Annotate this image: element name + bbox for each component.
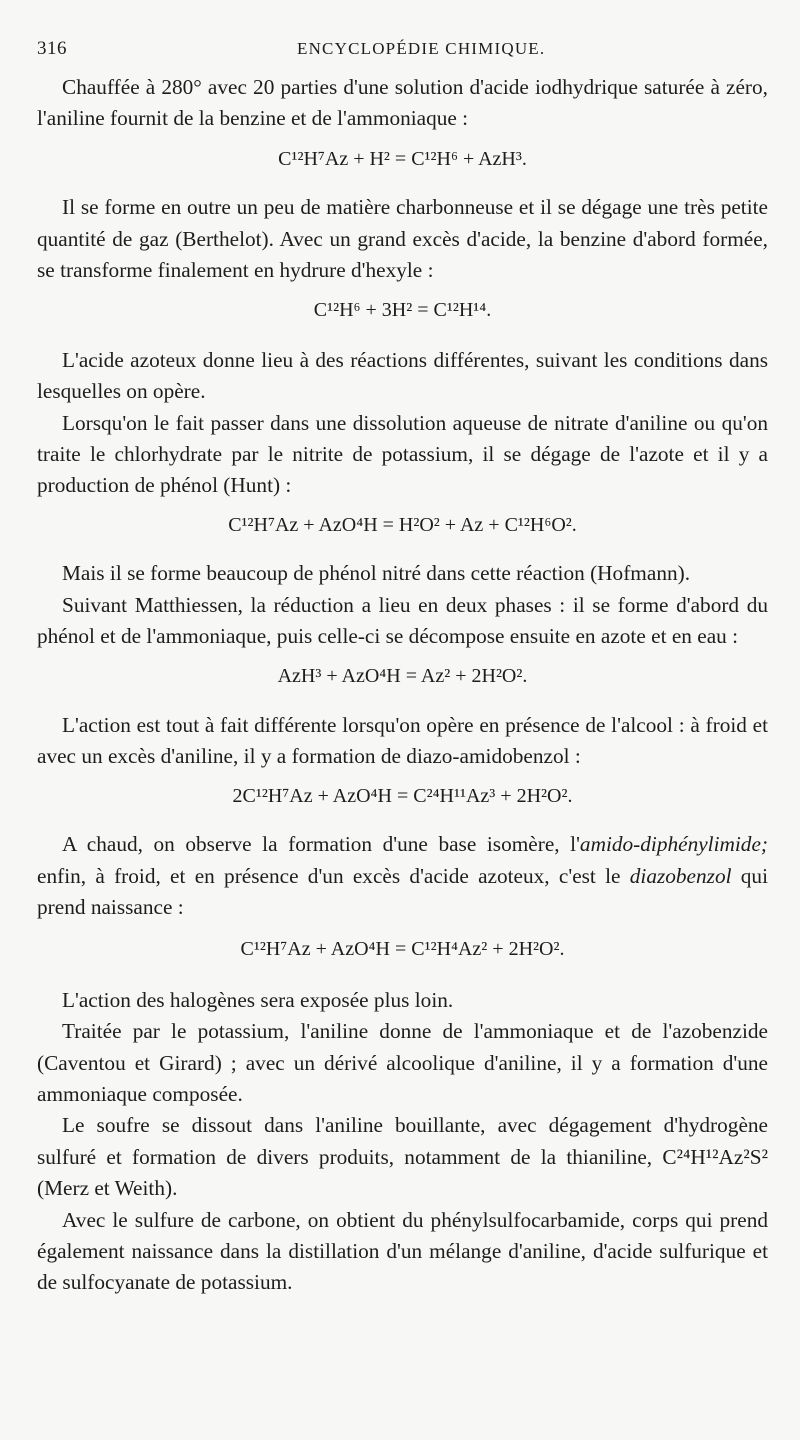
paragraph-7: L'action est tout à fait différente lorsqu'on opère en présence de l'alcool : à froid et avec un excès d'aniline, il y a formation de diazo-amidobenzol :	[37, 712, 768, 769]
formula-2: C¹²H⁶ + 3H² = C¹²H¹⁴.	[313, 299, 492, 322]
paragraph-11: Le soufre se dissout dans l'aniline bouillante, avec dégagement d'hydrogène sulfuré et formation de divers produits, notamment de la thianiline, C²⁴H¹²Az²S² (Merz et Weith).	[37, 1113, 768, 1201]
paragraph-9: L'action des halogènes sera exposée plus loin.	[62, 987, 454, 1012]
formula-1: C¹²H⁷Az + H² = C¹²H⁶ + AzH³.	[278, 147, 527, 170]
paragraph-8	[37, 829, 768, 923]
paragraph-10: Traitée par le potassium, l'aniline donne de l'ammoniaque et de l'azobenzide (Caventou et Girard) ; avec un dérivé alcoolique d'aniline, il y a formation d'une ammoniaque composée.	[37, 1019, 768, 1106]
paragraph-8-text-c: enfin, à froid, et en présence d'un excès d'acide azoteux, c'est le	[37, 863, 630, 888]
paragraph-6: Suivant Matthiessen, la réduction a lieu en deux phases : il se forme d'abord du phénol et de l'ammoniaque, puis celle-ci se décompose ensuite en azote et en eau :	[37, 592, 768, 649]
formula-6: C¹²H⁷Az + AzO⁴H = C¹²H⁴Az² + 2H²O².	[240, 938, 565, 961]
paragraph-2: Il se forme en outre un peu de matière charbonneuse et il se dégage une très petite quantité de gaz (Berthelot). Avec un grand excès d'acide, la benzine d'abord formée, se transforme finalement en hydrure d'hexyle :	[37, 195, 768, 283]
paragraph-8-text-a: A chaud, on observe la formation d'une base isomère, l'	[62, 832, 580, 857]
amido-diphenylimide-term: amido-diphénylimide;	[579, 832, 768, 857]
paragraph-12: Avec le sulfure de carbone, on obtient du phénylsulfocarbamide, corps qui prend également naissance dans la distillation d'un mélange d'aniline, d'acide sulfurique et de sulfocyanate de potassium.	[37, 1207, 768, 1295]
running-title: ENCYCLOPÉDIE CHIMIQUE.	[297, 39, 546, 58]
page-header	[37, 38, 768, 72]
page-number: 316	[37, 38, 67, 59]
paragraph-1: Chauffée à 280° avec 20 parties d'une solution d'acide iodhydrique saturée à zéro, l'aniline fournit de la benzine et de l'ammoniaque :	[37, 75, 768, 131]
formula-5: 2C¹²H⁷Az + AzO⁴H = C²⁴H¹¹Az³ + 2H²O².	[232, 784, 573, 807]
body-text	[37, 72, 768, 1299]
paragraph-4: Lorsqu'on le fait passer dans une dissolution aqueuse de nitrate d'aniline ou qu'on traite le chlorhydrate par le nitrite de potassium, il se dégage de l'azote et il y a production de phénol (Hunt) :	[37, 410, 768, 498]
paragraph-8-text-e: qui prend naissance :	[37, 863, 768, 919]
paragraph-3: L'acide azoteux donne lieu à des réactions différentes, suivant les conditions dans lesquelles on opère.	[37, 347, 768, 404]
formula-3: C¹²H⁷Az + AzO⁴H = H²O² + Az + C¹²H⁶O².	[228, 513, 577, 536]
paragraph-5: Mais il se forme beaucoup de phénol nitré dans cette réaction (Hofmann).	[62, 561, 691, 586]
formula-4: AzH³ + AzO⁴H = Az² + 2H²O².	[277, 664, 528, 687]
diazobenzol-term: diazobenzol	[629, 863, 732, 888]
